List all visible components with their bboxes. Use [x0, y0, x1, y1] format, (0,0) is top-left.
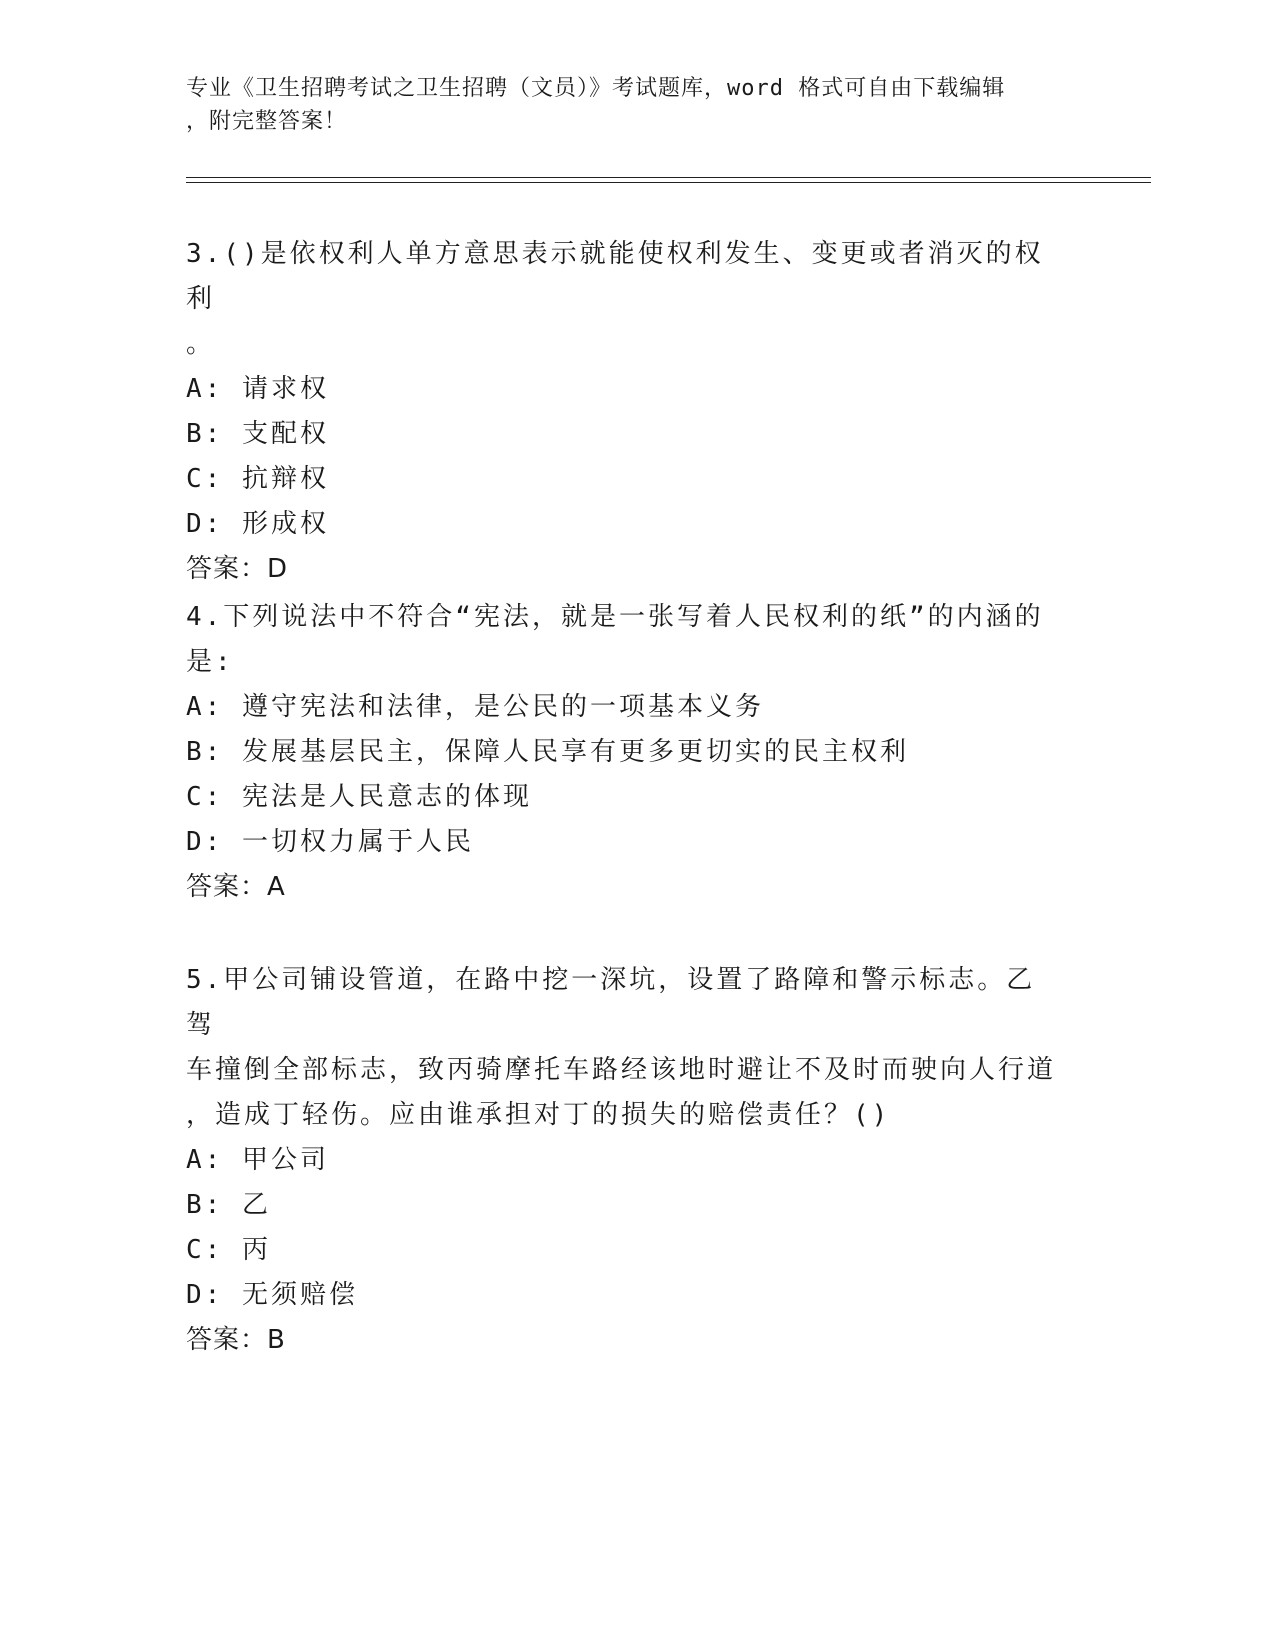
option-a: A: 请求权 — [186, 374, 329, 404]
option-c: C: 抗辩权 — [186, 464, 329, 494]
answer-line: 答案：A — [186, 872, 286, 902]
option-c: C: 丙 — [186, 1235, 271, 1265]
option-a: A: 甲公司 — [186, 1145, 329, 1175]
question-stem: 5.甲公司铺设管道，在路中挖一深坑，设置了路障和警示标志。乙驾 车撞倒全部标志，致丙骑摩托车路经该地时避让不及时而驶向人行道 ，造成丁轻伤。应由谁承担对丁的损失的赔偿责任？() — [186, 965, 1057, 1130]
option-d: D: 形成权 — [186, 509, 329, 539]
header-divider-top — [186, 177, 1151, 178]
option-b: B: 发展基层民主，保障人民享有更多更切实的民主权利 — [186, 737, 909, 767]
question-stem: 4.下列说法中不符合“宪法，就是一张写着人民权利的纸”的内涵的 是: — [186, 602, 1044, 677]
answer-line: 答案：B — [186, 1325, 286, 1355]
answer-line: 答案：D — [186, 554, 289, 584]
question-block — [186, 958, 1056, 1363]
document-header: 专业《卫生招聘考试之卫生招聘（文员）》考试题库，word 格式可自由下载编辑 ，附完整答案！ — [186, 76, 1006, 134]
header-divider-bottom — [186, 182, 1151, 183]
option-b: B: 支配权 — [186, 419, 329, 449]
question-stem: 3.()是依权利人单方意思表示就能使权利发生、变更或者消灭的权利 。 — [186, 239, 1044, 359]
option-d: D: 无须赔偿 — [186, 1280, 358, 1310]
option-c: C: 宪法是人民意志的体现 — [186, 782, 532, 812]
option-d: D: 一切权力属于人民 — [186, 827, 474, 857]
question-block — [186, 232, 1056, 592]
option-b: B: 乙 — [186, 1190, 271, 1220]
option-a: A: 遵守宪法和法律，是公民的一项基本义务 — [186, 692, 764, 722]
question-block — [186, 595, 1056, 910]
